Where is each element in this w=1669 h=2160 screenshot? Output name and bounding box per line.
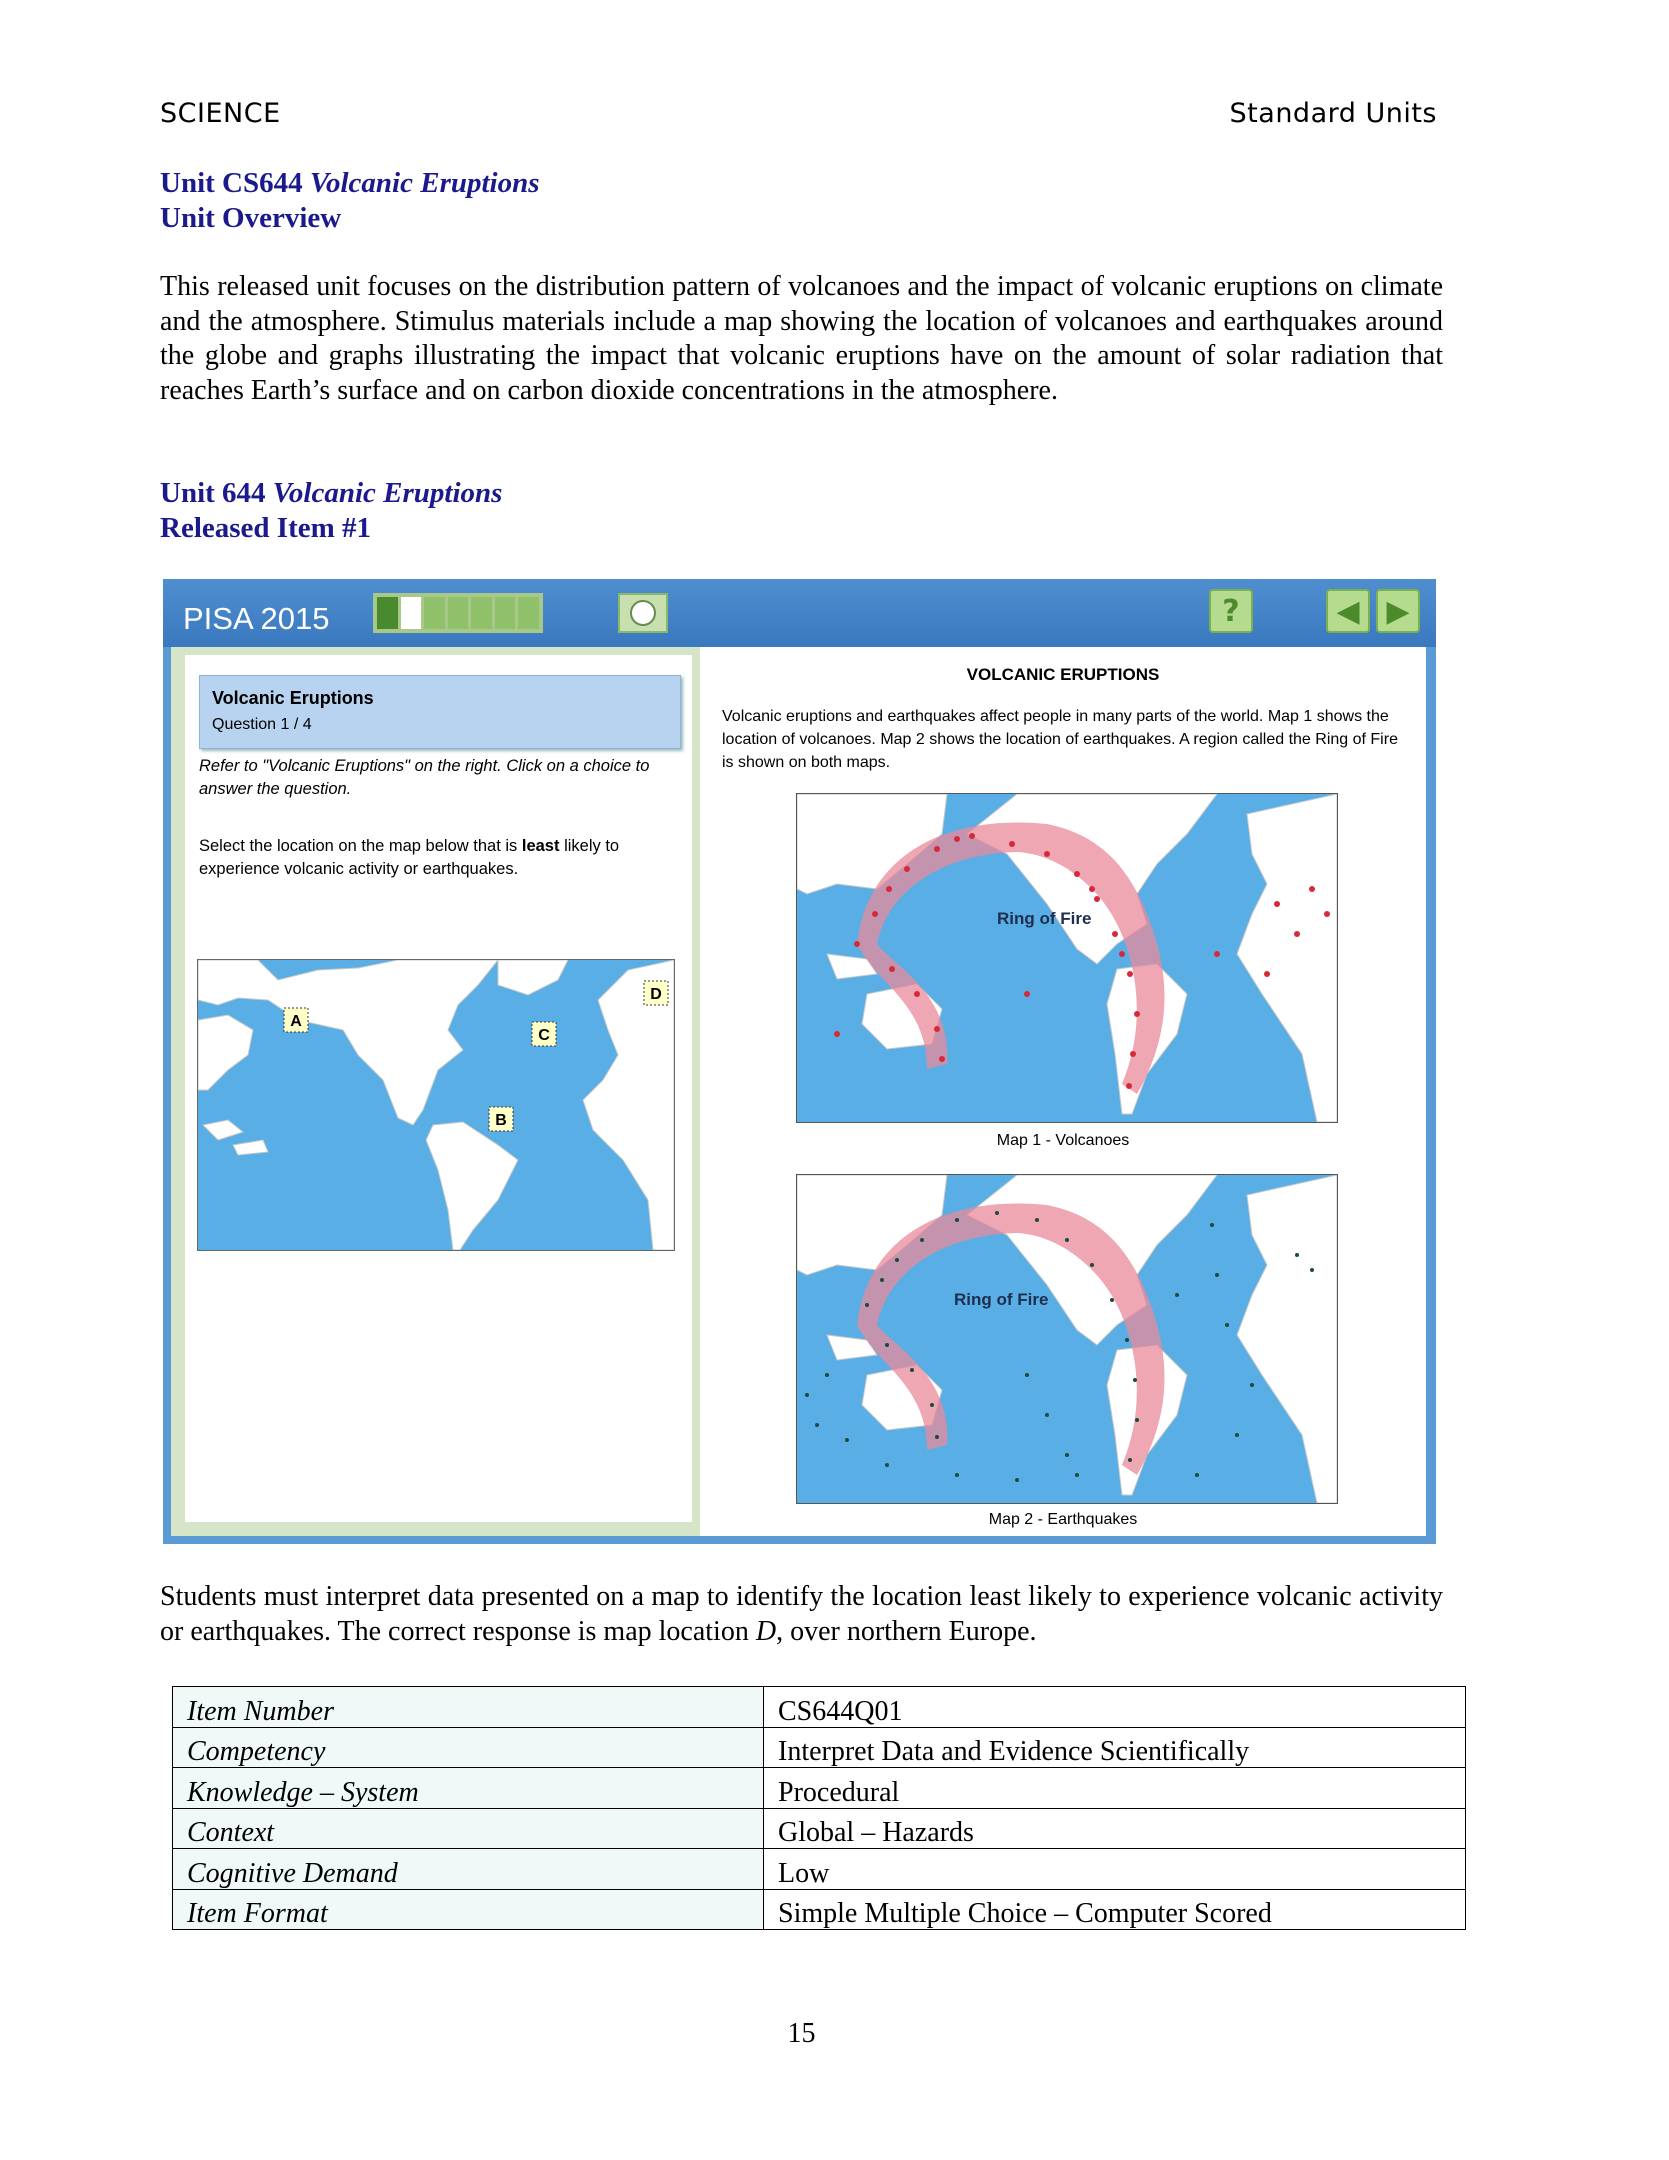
choice-b-label: B <box>495 1112 507 1129</box>
item-unit-code: Unit 644 <box>160 477 266 509</box>
table-value: Simple Multiple Choice – Computer Scored <box>764 1889 1466 1930</box>
earthquake-map <box>796 1174 1338 1504</box>
question-number: Question 1 / 4 <box>212 716 312 733</box>
volcano-map-image <box>797 794 1337 1122</box>
released-item-heading <box>160 476 502 546</box>
table-key: Competency <box>173 1727 764 1768</box>
choice-d-label: D <box>650 986 662 1003</box>
table-value: CS644Q01 <box>764 1687 1466 1728</box>
stimulus-title: VOLCANIC ERUPTIONS <box>966 665 1160 684</box>
table-row <box>173 1849 1466 1890</box>
world-map-image <box>198 960 674 1250</box>
item-unit-title: Volcanic Eruptions <box>272 477 503 509</box>
header-standard-units: Standard Units <box>1229 98 1437 129</box>
table-row <box>173 1889 1466 1930</box>
map2-caption: Map 2 - Earthquakes <box>988 1511 1138 1528</box>
summary-answer: D <box>755 1615 777 1647</box>
header-subject: SCIENCE <box>160 98 281 129</box>
volcano-map <box>796 793 1338 1123</box>
table-key: Item Format <box>173 1889 764 1930</box>
table-key: Knowledge – System <box>173 1768 764 1809</box>
unit-title: Volcanic Eruptions <box>309 167 540 199</box>
table-value: Low <box>764 1849 1466 1890</box>
ring-of-fire-label-map1: Ring of Fire <box>997 909 1092 928</box>
table-row <box>173 1768 1466 1809</box>
next-button[interactable]: ▶ <box>1376 589 1420 633</box>
prompt-after: likely to experience volcanic activity or earthquakes. <box>199 837 620 878</box>
summary-before: Students must interpret data presented on a map to identify the location least likely to experience volcanic activity or earthquakes. The correct response is map location <box>160 1581 1443 1647</box>
earthquake-map-image <box>797 1175 1337 1503</box>
table-value: Interpret Data and Evidence Scientifically <box>764 1727 1466 1768</box>
prompt-bold: least <box>521 837 560 855</box>
unit-code: Unit CS644 <box>160 167 303 199</box>
prompt-before: Select the location on the map below that is <box>199 837 522 855</box>
released-item-subtitle: Released Item #1 <box>160 512 372 544</box>
map1-caption: Map 1 - Volcanoes <box>996 1132 1130 1149</box>
table-key: Cognitive Demand <box>173 1849 764 1890</box>
choice-c-label: C <box>538 1027 550 1044</box>
table-value: Procedural <box>764 1768 1466 1809</box>
table-row <box>173 1808 1466 1849</box>
choice-a-label: A <box>290 1013 302 1030</box>
table-value: Global – Hazards <box>764 1808 1466 1849</box>
stimulus-pane <box>700 647 1426 1536</box>
pisa-test-screen <box>163 579 1436 1544</box>
choice-map <box>197 959 675 1251</box>
pisa-toolbar <box>163 579 1436 647</box>
question-pane <box>171 647 706 1536</box>
page-number: 15 <box>787 2018 816 2049</box>
table-row <box>173 1687 1466 1728</box>
stimulus-text: Volcanic eruptions and earthquakes affect people in many parts of the world. Map 1 shows the location of volcanoes. Map 2 shows the location of earthquakes. A region called the Ring of Fire is shown on both maps. <box>722 708 1398 771</box>
question-prompt <box>199 835 679 881</box>
unit-overview-subtitle: Unit Overview <box>160 202 342 234</box>
timer-icon[interactable] <box>618 593 668 633</box>
summary-after: , over northern Europe. <box>776 1615 1037 1647</box>
item-summary <box>160 1580 1443 1649</box>
item-metadata-table <box>172 1686 1466 1930</box>
question-instruction: Refer to "Volcanic Eruptions" on the right. Click on a choice to answer the question. <box>199 757 650 798</box>
question-header <box>199 675 681 749</box>
table-key: Item Number <box>173 1687 764 1728</box>
unit-overview-heading <box>160 166 540 236</box>
pisa-brand: PISA 2015 <box>183 601 330 636</box>
table-key: Context <box>173 1808 764 1849</box>
help-button[interactable]: ? <box>1209 589 1253 633</box>
ring-of-fire-label-map2: Ring of Fire <box>954 1290 1049 1309</box>
table-row <box>173 1727 1466 1768</box>
unit-overview-text: This released unit focuses on the distribution pattern of volcanoes and the impact of volcanic eruptions on climate and the atmosphere. Stimulus materials include a map showing the location of volcanoes and earthquakes around the globe and graphs illustrating the impact that volcanic eruptions have on the amount of solar radiation that reaches Earth’s surface and on carbon dioxide concentrations in the atmosphere. <box>160 271 1443 406</box>
previous-button[interactable]: ◀ <box>1326 589 1370 633</box>
progress-bar <box>373 593 543 633</box>
question-title: Volcanic Eruptions <box>212 688 374 708</box>
